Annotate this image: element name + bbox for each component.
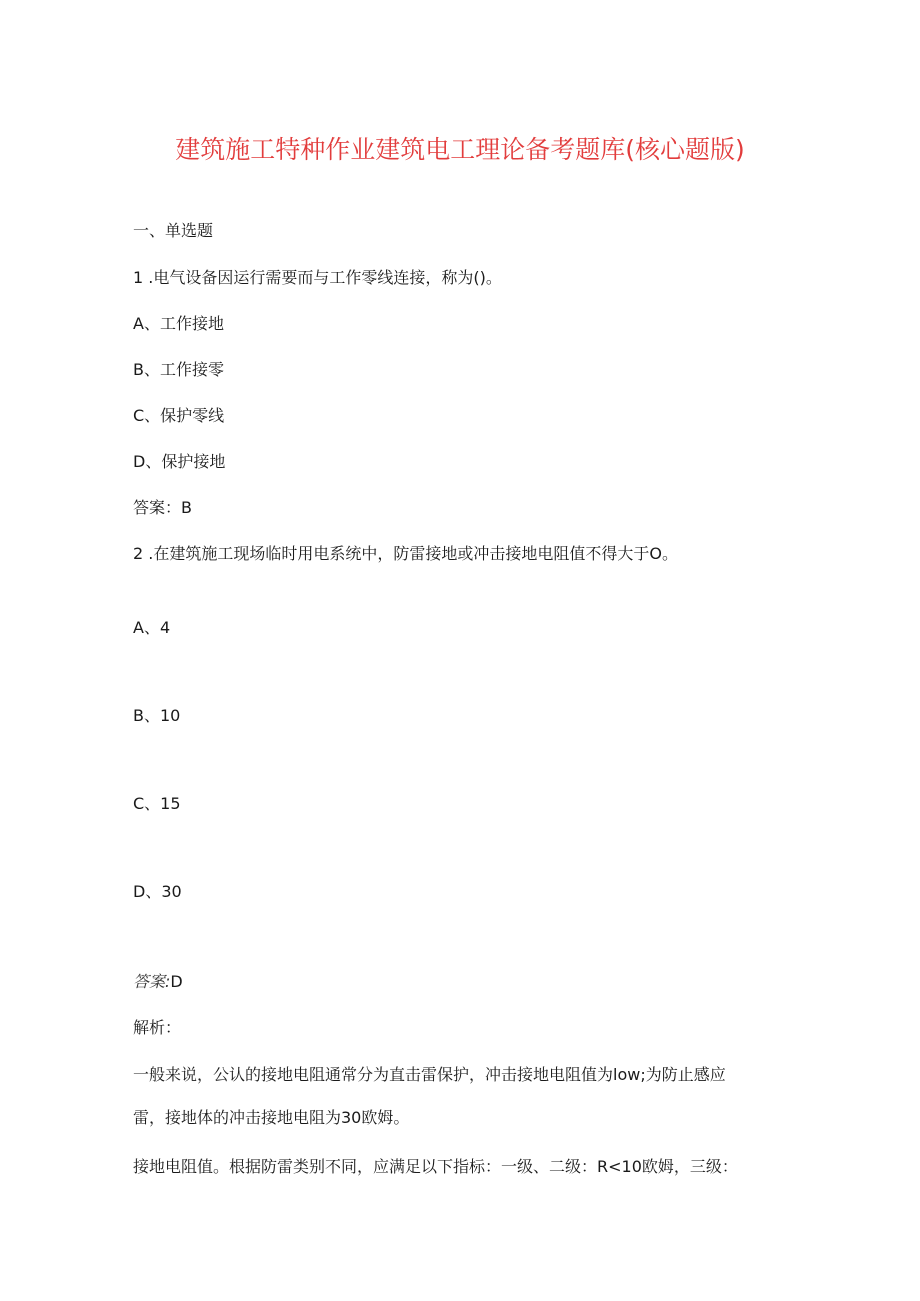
document-title: 建筑施工特种作业建筑电工理论备考题库(核心题版): [175, 135, 745, 164]
answer-label: 答案:: [133, 972, 171, 991]
question-1-option-a: A、工作接地: [133, 314, 224, 333]
question-1-option-b: B、工作接零: [133, 360, 224, 379]
answer-value: D: [170, 972, 183, 991]
question-2-option-c: C、15: [133, 794, 181, 813]
question-1-option-d: D、保护接地: [133, 452, 226, 471]
question-1-answer: 答案：B: [133, 498, 192, 517]
question-2-option-a: A、4: [133, 618, 171, 637]
analysis-line-3: 接地电阻值。根据防雷类别不同，应满足以下指标：一级、二级：R<10欧姆，三级：: [133, 1157, 738, 1176]
question-1-option-c: C、保护零线: [133, 406, 225, 425]
question-2-answer: [133, 972, 183, 992]
analysis-label: 解析：: [133, 1018, 182, 1037]
analysis-line-1: 一般来说，公认的接地电阻通常分为直击雷保护，冲击接地电阻值为low;为防止感应: [133, 1065, 726, 1084]
analysis-line-2: 雷，接地体的冲击接地电阻为30欧姆。: [133, 1108, 410, 1127]
question-2-option-d: D、30: [133, 882, 182, 901]
question-2-option-b: B、10: [133, 706, 181, 725]
section-heading: 一、单选题: [133, 221, 214, 240]
question-2-stem: 2 .在建筑施工现场临时用电系统中，防雷接地或冲击接地电阻值不得大于O。: [133, 544, 678, 563]
question-1-stem: 1 .电气设备因运行需要而与工作零线连接，称为()。: [133, 268, 502, 287]
